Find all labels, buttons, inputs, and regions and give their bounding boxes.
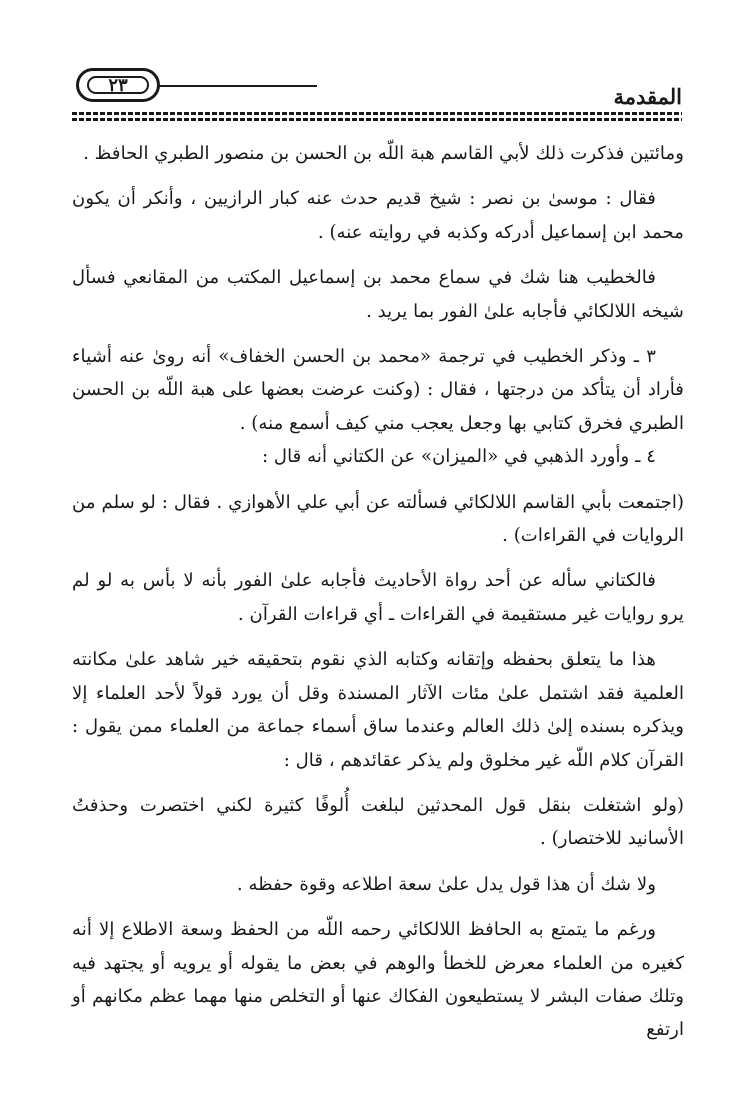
body-text: [72, 137, 684, 1047]
paragraph: ٤ ـ وأورد الذهبي في «الميزان» عن الكتاني أنه قال :: [262, 446, 656, 468]
section-title: المقدمة: [613, 84, 682, 109]
page-header: [72, 62, 682, 122]
quote-paragraph: (اجتمعت بأبي القاسم اللالكائي فسألته عن أبي علي الأهوازي . فقال : لو سلم من الروايات في القراءات) .: [72, 491, 684, 547]
quote-paragraph: (ولو اشتغلت بنقل قول المحدثين لبلغت أُلوفًا كثيرة لكني اختصرت وحذفتُ الأسانيد للاختصار) .: [72, 794, 684, 850]
paragraph: فالخطيب هنا شك في سماع محمد بن إسماعيل المكتب من المقانعي فسأل شيخه اللالكائي فأجابه علىٰ الفور بما يريد .: [72, 267, 684, 322]
paragraph: ولا شك أن هذا قول يدل علىٰ سعة اطلاعه وقوة حفظه .: [236, 873, 656, 895]
paragraph: ومائتين فذكرت ذلك لأبي القاسم هبة اللّه بن الحسن بن منصور الطبري الحافظ .: [83, 143, 684, 164]
paragraph: هذا ما يتعلق بحفظه وإتقانه وكتابه الذي نقوم بتحقيقه خير شاهد علىٰ مكانته العلمية فقد اشتمل علىٰ مئات الآثار المسندة وقل أن يورد قولاً لأحد العلماء إلا ويذكره بسنده إلىٰ ذلك العالم وعندما ساق أسماء جماعة من العلماء ممن يقول : القرآن كلام اللّه غير مخلوق ولم يذكر عقائدهم ، قال :: [72, 649, 684, 771]
header-divider: [72, 112, 682, 121]
paragraph: فقال : موسىٰ بن نصر : شيخ قديم حدث عنه كبار الرازيين ، وأنكر أن يكون محمد ابن إسماعيل أدركه وكذبه في روايته عنه) .: [72, 188, 684, 243]
paragraph: ٣ ـ وذكر الخطيب في ترجمة «محمد بن الحسن الخفاف» أنه روىٰ عنه أشياء فأراد أن يتأكد من درجتها ، فقال : (وكنت عرضت بعضها على هبة اللّه بن الحسن الطبري فخرق كتابي بها وجعل يعجب مني كيف أسمع منه) .: [72, 346, 684, 434]
paragraph: فالكتاني سأله عن أحد رواة الأحاديث فأجابه علىٰ الفور بأنه لا بأس به لو لم يرو روايات غير مستقيمة في القراءات ـ أي قراءات القرآن .: [72, 570, 684, 625]
page-number-badge: [76, 68, 160, 102]
paragraph: ورغم ما يتمتع به الحافظ اللالكائي رحمه اللّه من الحفظ وسعة الاطلاع إلا أنه كغيره من العلماء معرض للخطأ والوهم في بعض ما يقوله أو يرويه أو يجتهد فيه وتلك صفات البشر لا يستطيعون الفكاك عنها أو التخلص منها مهما عظم مكانهم أو ارتفع: [72, 919, 684, 1041]
page-number: ٢٣: [108, 74, 128, 96]
